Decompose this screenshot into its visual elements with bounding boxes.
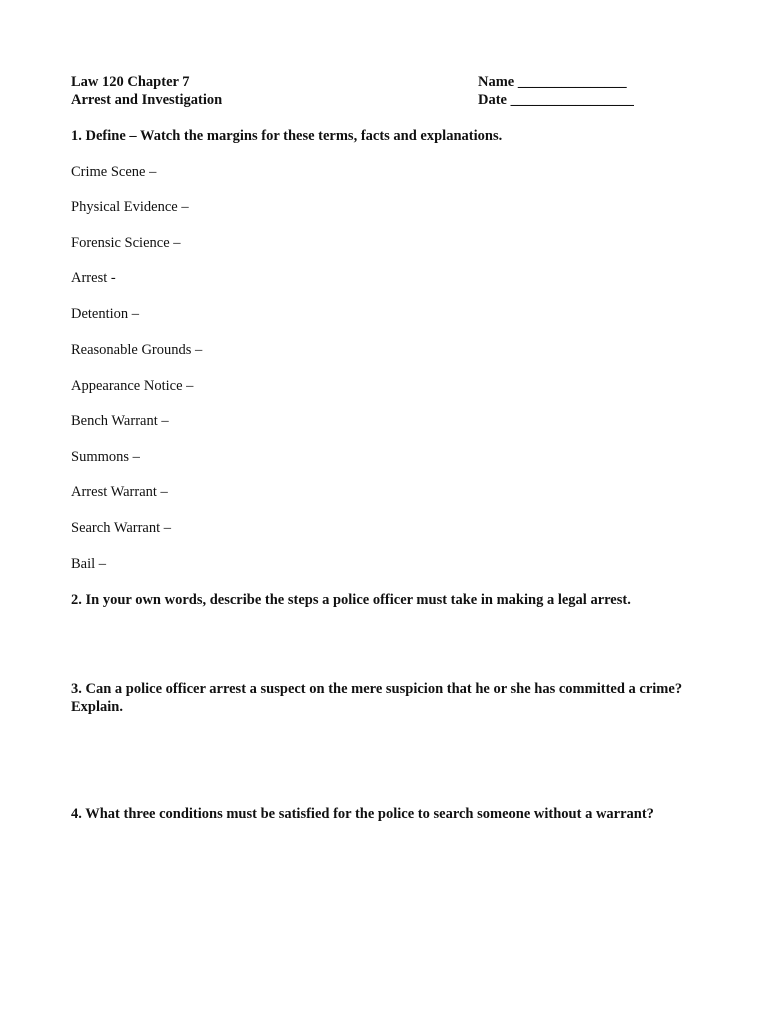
course-title: Law 120 Chapter 7 (71, 74, 190, 90)
term-appearance-notice: Appearance Notice – (71, 378, 194, 394)
term-summons: Summons – (71, 449, 140, 465)
name-field-label: Name _______________ (478, 74, 627, 90)
section-1-instruction: 1. Define – Watch the margins for these terms, facts and explanations. (71, 128, 503, 144)
term-physical-evidence: Physical Evidence – (71, 199, 189, 215)
date-field-label: Date _________________ (478, 92, 634, 108)
question-2: 2. In your own words, describe the steps a police officer must take in making a legal arrest. (71, 592, 631, 608)
question-3: 3. Can a police officer arrest a suspect on the mere suspicion that he or she has committed a crime? Explain. (71, 681, 683, 715)
term-arrest: Arrest - (71, 270, 116, 286)
term-bench-warrant: Bench Warrant – (71, 413, 169, 429)
term-detention: Detention – (71, 306, 140, 322)
term-bail: Bail – (71, 556, 107, 572)
question-4: 4. What three conditions must be satisfied for the police to search someone without a warrant? (71, 806, 654, 822)
term-search-warrant: Search Warrant – (71, 520, 172, 536)
term-crime-scene: Crime Scene – (71, 164, 157, 180)
term-reasonable-grounds: Reasonable Grounds – (71, 342, 203, 358)
term-arrest-warrant: Arrest Warrant – (71, 484, 168, 500)
term-forensic-science: Forensic Science – (71, 235, 181, 251)
chapter-topic: Arrest and Investigation (71, 92, 223, 108)
